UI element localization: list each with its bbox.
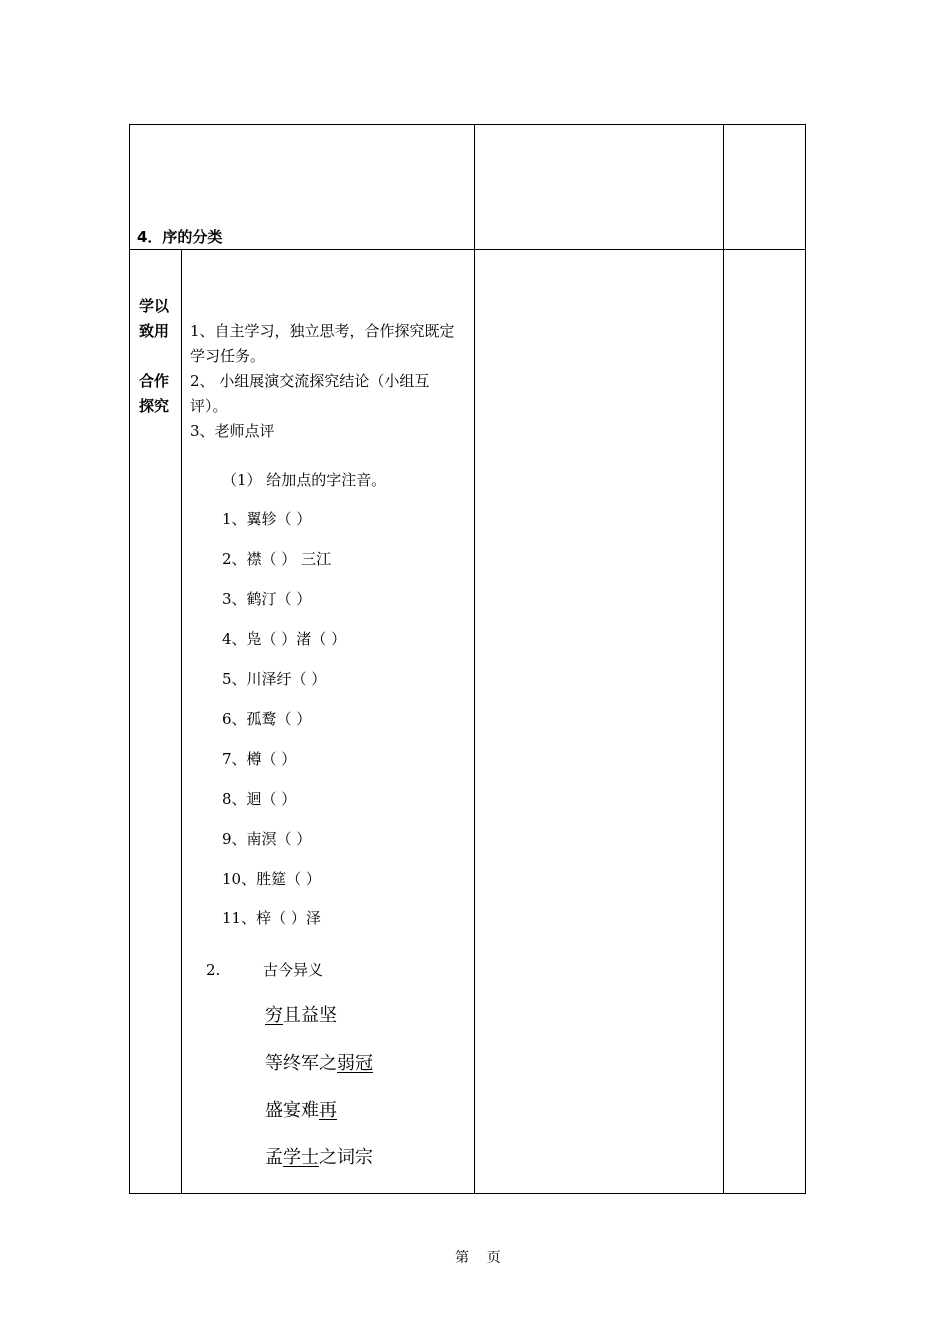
gujin-title: 古今异义: [263, 961, 324, 979]
pinyin-item: 1、翼轸（ ）: [222, 510, 312, 528]
row-divider: [129, 249, 806, 250]
gujin-text: 且益坚: [283, 1005, 337, 1026]
gujin-underlined: 穷: [265, 1005, 283, 1026]
gujin-text: 孟: [265, 1147, 283, 1168]
gujin-text: 等终军之: [265, 1053, 337, 1074]
pinyin-title: （1） 给加点的字注音。: [222, 471, 387, 489]
step-line: 评）。: [190, 397, 228, 415]
pinyin-item: 4、凫（ ）渚（ ）: [222, 630, 347, 648]
label-line-3: 合作: [139, 372, 170, 390]
label-line-2: 致用: [139, 322, 170, 340]
notes-column-divider: [723, 124, 724, 1194]
step-line: 2、 小组展演交流探究结论（小组互: [190, 372, 430, 390]
pinyin-item: 5、川泽纡（ ）: [222, 670, 327, 688]
gujin-underlined: 再: [319, 1100, 337, 1121]
pinyin-item: 2、襟（ ） 三江: [222, 550, 332, 568]
pinyin-item: 6、孤鹜（ ）: [222, 710, 312, 728]
label-line-4: 探究: [139, 397, 170, 415]
gujin-item: [265, 1099, 337, 1123]
label-column-divider: [181, 249, 182, 1194]
gujin-item: [265, 1052, 373, 1076]
gujin-underlined: 学士: [283, 1147, 319, 1168]
pinyin-item: 10、胜筵（ ）: [222, 870, 321, 888]
step-line: 学习任务。: [190, 347, 266, 365]
table-right-border: [805, 124, 806, 1194]
section-title: 4．序的分类: [137, 228, 223, 246]
table-left-border: [129, 124, 130, 1194]
gujin-text: 之词宗: [319, 1147, 373, 1168]
step-line: 1、自主学习，独立思考，合作探究既定: [190, 322, 455, 340]
pinyin-item: 8、迴（ ）: [222, 790, 297, 808]
gujin-number: 2.: [206, 961, 221, 979]
table-bottom-border: [129, 1193, 806, 1194]
gujin-item: [265, 1004, 337, 1028]
page-footer: 第 页: [455, 1250, 501, 1266]
step-line: 3、老师点评: [190, 422, 275, 440]
pinyin-item: 3、鹤汀（ ）: [222, 590, 312, 608]
table-top-border: [129, 124, 806, 125]
gujin-text: 盛宴难: [265, 1100, 319, 1121]
content-column-divider: [474, 124, 475, 1194]
gujin-underlined: 弱冠: [337, 1053, 373, 1074]
label-line-1: 学以: [139, 297, 170, 315]
pinyin-item: 11、梓（ ）泽: [222, 909, 321, 927]
pinyin-item: 9、南溟（ ）: [222, 830, 312, 848]
pinyin-item: 7、樽（ ）: [222, 750, 297, 768]
gujin-item: [265, 1146, 373, 1170]
